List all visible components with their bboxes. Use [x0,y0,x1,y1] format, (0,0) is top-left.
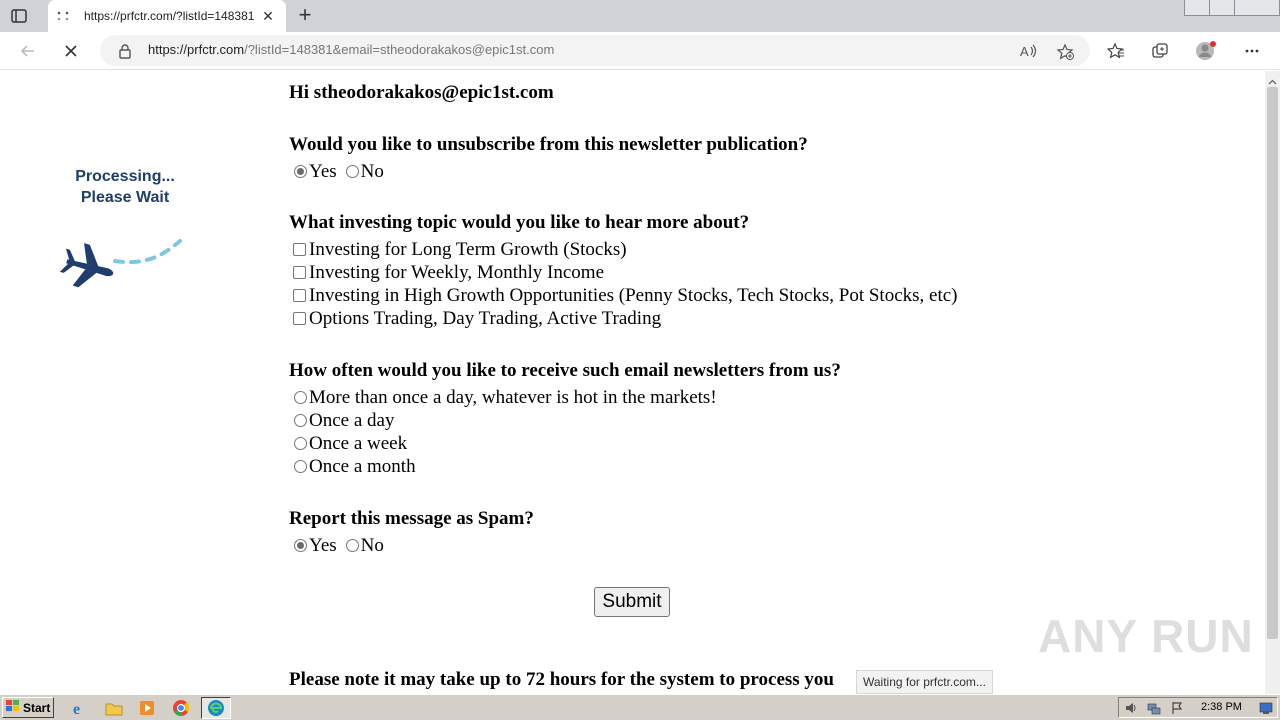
add-favorite-icon[interactable] [1056,43,1074,66]
frequency-radio[interactable] [294,437,307,450]
topic-label: Investing in High Growth Opportunities (Penny Stocks, Tech Stocks, Pot Stocks, etc) [309,285,958,306]
address-bar[interactable] [100,35,1090,66]
status-bar-text: Waiting for prfctr.com... [856,670,993,694]
processing-note: Please note it may take up to 72 hours for the system to process you [289,669,834,690]
unsubscribe-no-label: No [360,161,384,182]
profile-avatar-icon[interactable] [1194,39,1218,63]
processing-line-1: Processing... [75,168,175,185]
svg-text:A: A [1020,44,1029,59]
media-player-icon[interactable] [137,698,157,718]
topic-option [289,238,1249,261]
spam-options [289,534,1249,557]
unsubscribe-yes-label: Yes [309,161,337,182]
frequency-radio[interactable] [294,391,307,404]
topic-checkbox[interactable] [293,266,306,279]
frequency-option [289,386,1249,409]
internet-explorer-icon[interactable] [70,698,90,718]
frequency-label: More than once a day, whatever is hot in the markets! [309,387,717,408]
processing-message [60,166,190,208]
processing-line-2: Please Wait [80,189,170,206]
close-icon[interactable]: ✕ [262,7,274,24]
favorites-icon[interactable] [1104,39,1128,63]
frequency-option [289,455,1249,478]
collections-icon[interactable] [1148,39,1172,63]
question-spam: Report this message as Spam? [289,508,534,529]
airplane-icon [60,239,185,299]
vertical-scrollbar[interactable] [1265,71,1280,694]
url-path: /?listId=148381&email=stheodorakakos@epic1st.com [244,42,555,57]
spam-no-label: No [360,535,384,556]
start-label: Start [23,700,51,715]
back-arrow-icon[interactable] [16,39,40,63]
edge-taskbar-button[interactable] [201,697,231,719]
navigation-bar [0,32,1280,70]
watermark-logo: ANY RUN [1038,610,1254,662]
question-frequency: How often would you like to receive such email newsletters from us? [289,360,841,381]
frequency-radio[interactable] [294,414,307,427]
new-tab-button[interactable]: + [298,2,312,27]
taskbar [0,694,1280,720]
topic-list [289,238,1249,330]
windows-logo-icon [6,700,20,715]
chrome-icon[interactable] [171,698,191,718]
topic-label: Investing for Weekly, Monthly Income [309,262,605,283]
minimize-button[interactable] [1184,0,1210,16]
topic-checkbox[interactable] [293,312,306,325]
folder-icon[interactable] [104,698,124,718]
unsubscribe-yes-radio[interactable] [294,165,307,178]
svg-text:e: e [73,701,81,718]
spam-yes-label: Yes [309,535,337,556]
unsubscribe-form [289,81,1249,557]
question-topic: What investing topic would you like to hear more about? [289,212,750,233]
scroll-up-arrow-icon[interactable] [1268,74,1277,83]
unsubscribe-no-radio[interactable] [346,165,359,178]
frequency-label: Once a day [309,410,395,431]
topic-option [289,284,1249,307]
volume-icon[interactable] [1124,701,1138,718]
url-text[interactable] [148,42,554,57]
tab-actions-icon[interactable] [10,7,28,25]
topic-option [289,307,1249,330]
loading-spinner-icon [56,9,70,23]
flag-icon[interactable] [1170,701,1184,718]
frequency-label: Once a week [309,433,408,454]
greeting: Hi stheodorakakos@epic1st.com [289,82,554,103]
lock-icon[interactable] [118,43,132,64]
tab-title: https://prfctr.com/?listId=148381 [84,9,255,23]
system-tray [1118,697,1278,718]
frequency-label: Once a month [309,456,416,477]
frequency-radio[interactable] [294,460,307,473]
close-window-button[interactable] [1234,0,1280,16]
clock: 2:38 PM [1201,701,1242,713]
more-options-icon[interactable] [1240,39,1264,63]
question-unsubscribe: Would you like to unsubscribe from this newsletter publication? [289,134,808,155]
topic-label: Investing for Long Term Growth (Stocks) [309,239,627,260]
stop-loading-icon[interactable] [59,39,83,63]
topic-checkbox[interactable] [293,243,306,256]
read-aloud-icon[interactable] [1020,43,1038,64]
frequency-option [289,409,1249,432]
network-icon[interactable] [1147,701,1161,718]
unsubscribe-options [289,160,1249,183]
topic-label: Options Trading, Day Trading, Active Trading [309,308,662,329]
show-desktop-icon[interactable] [1259,701,1273,718]
page-content [0,71,1265,694]
spam-no-radio[interactable] [346,539,359,552]
frequency-list [289,386,1249,478]
spam-yes-radio[interactable] [294,539,307,552]
frequency-option [289,432,1249,455]
restore-button[interactable] [1209,0,1235,16]
url-domain: https://prfctr.com [148,42,245,57]
submit-button[interactable]: Submit [594,587,670,617]
topic-option [289,261,1249,284]
topic-checkbox[interactable] [293,289,306,302]
window-controls [1185,0,1280,18]
tab-active[interactable] [48,0,286,32]
start-button[interactable] [2,697,54,718]
tab-strip [0,0,1280,32]
scrollbar-thumb[interactable] [1267,87,1278,639]
